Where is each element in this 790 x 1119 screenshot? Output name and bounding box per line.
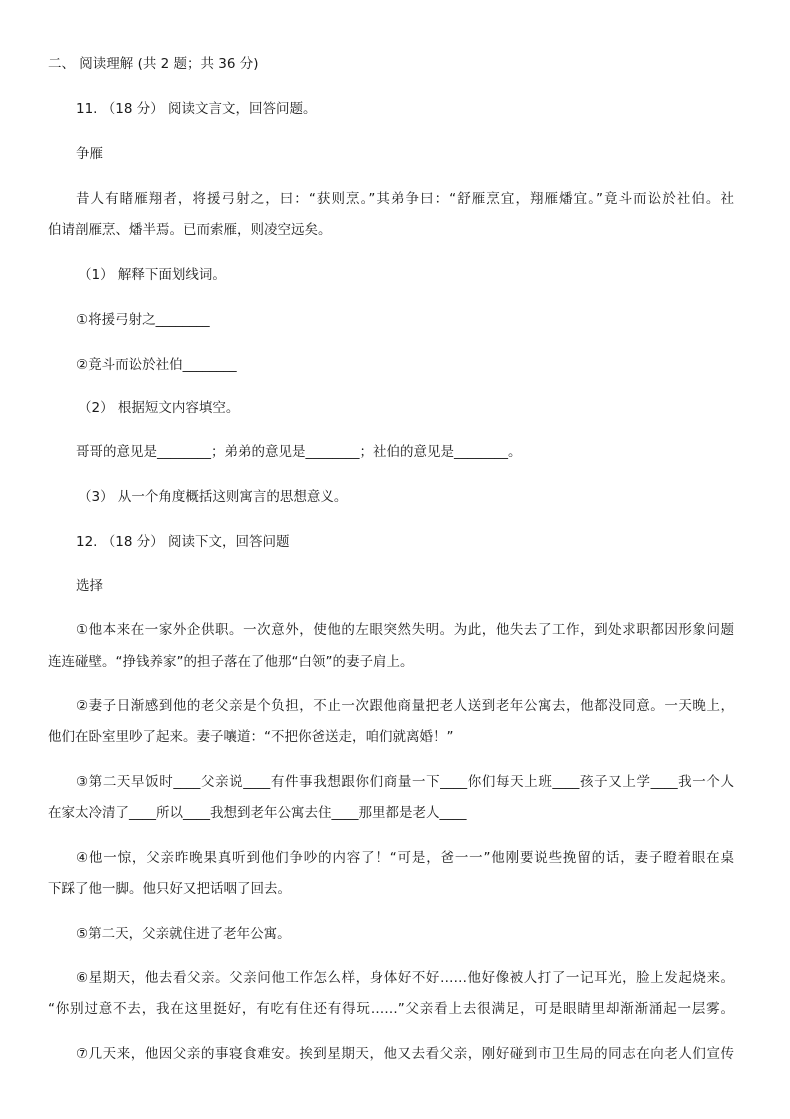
paragraph-1-line: 连连碰壁。“挣钱养家”的担子落在了他那“白领”的妻子肩上。 xyxy=(48,654,414,670)
paragraph-7-line: ⑦几天来，他因父亲的事寝食难安。挨到星期天，他又去看父亲，刚好碰到市卫生局的同志在向老人们宣传 xyxy=(76,1046,734,1062)
paragraph-3-line: ③第二天早饭时____父亲说____有件事我想跟你们商量一下____你们每天上班____孩子又上学____我一个人 xyxy=(76,774,734,790)
question-11-subquestion-1: （1） 解释下面划线词。 xyxy=(78,267,226,283)
paragraph-4-line: ④他一惊，父亲昨晚果真听到他们争吵的内容了！“可是，爸一一”他刚要说些挽留的话，妻子瞪着眼在桌 xyxy=(76,850,734,866)
paragraph-3-line: 在家太冷清了____所以____我想到老年公寓去住____那里都是老人____ xyxy=(48,805,467,821)
paragraph-6-line: “你别过意不去，我在这里挺好，有吃有住还有得玩……”父亲看上去很满足，可是眼睛里却渐渐涌起一层雾。 xyxy=(48,1001,734,1017)
paragraph-5-line: ⑤第二天，父亲就住进了老年公寓。 xyxy=(76,926,291,942)
question-12-passage-title: 选择 xyxy=(76,578,103,594)
question-11-header: 11. （18 分） 阅读文言文，回答问题。 xyxy=(76,101,317,117)
paragraph-2-line: 他们在卧室里吵了起来。妻子嚷道：“不把你爸送走，咱们就离婚！” xyxy=(48,729,454,745)
paragraph-1-line: ①他本来在一家外企供职。一次意外，使他的左眼突然失明。为此，他失去了工作，到处求职都因形象问题 xyxy=(76,622,734,638)
question-11-subquestion-3: （3） 从一个角度概括这则寓言的思想意义。 xyxy=(78,489,348,505)
question-11-item-1: ①将援弓射之________ xyxy=(76,312,210,328)
paragraph-4-line: 下踩了他一脚。他只好又把话咽了回去。 xyxy=(48,881,291,897)
question-11-item-2: ②竟斗而讼於社伯________ xyxy=(76,357,237,373)
question-11-passage-line: 伯请剖雁烹、燔半焉。已而索雁，则凌空远矣。 xyxy=(48,222,332,238)
question-11-subquestion-2: （2） 根据短文内容填空。 xyxy=(78,400,240,416)
question-12-header: 12. （18 分） 阅读下文，回答问题 xyxy=(76,534,290,550)
paragraph-6-line: ⑥星期天，他去看父亲。父亲问他工作怎么样，身体好不好……他好像被人打了一记耳光，脸上发起烧来。 xyxy=(76,970,734,986)
question-11-passage-line: 昔人有睹雁翔者，将援弓射之，曰：“获则烹。”其弟争曰：“舒雁烹宜，翔雁燔宜。”竟斗而讼於社伯。社 xyxy=(76,191,734,207)
section-heading: 二、 阅读理解 (共 2 题；共 36 分) xyxy=(48,56,259,72)
question-11-fill-blanks: 哥哥的意见是________；弟弟的意见是________；社伯的意见是________。 xyxy=(76,444,522,460)
paragraph-2-line: ②妻子日渐感到他的老父亲是个负担，不止一次跟他商量把老人送到老年公寓去，他都没同意。一天晚上， xyxy=(76,698,734,714)
question-11-passage-title: 争雁 xyxy=(76,146,103,162)
